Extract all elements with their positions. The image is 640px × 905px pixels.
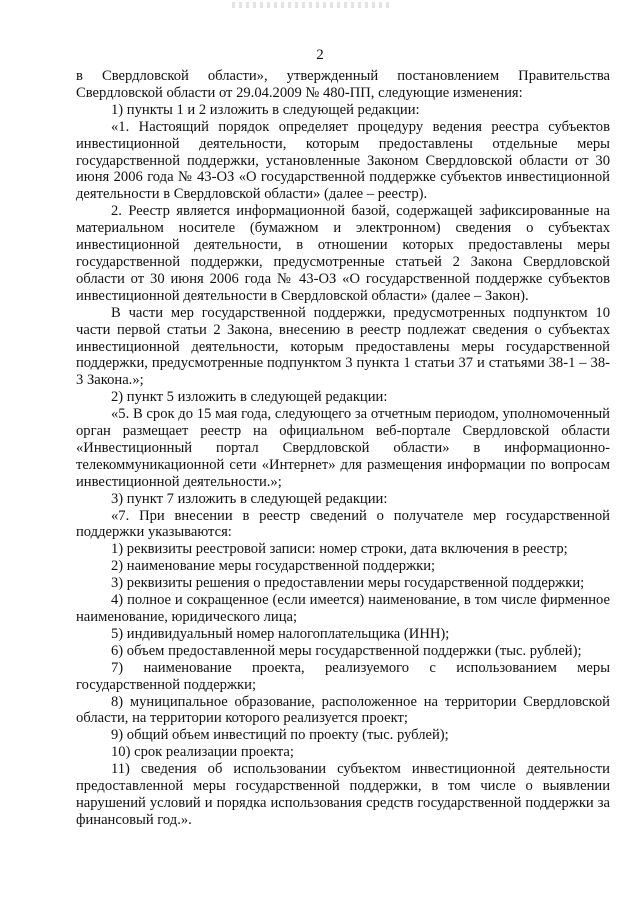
paragraph-item-2-heading: 2) пункт 5 изложить в следующей редакции: (111, 389, 388, 406)
paragraph-point-2: 2. Реестр является информационной базой, содержащей зафиксированные на материальном носителе (бумажном и электронном) сведения о субъектах инвестиционной деятельности, в отношении которых предоставлены меры государственной поддержки, предусмотренные статьей 2 Закона Свердловской области от 30 июня 2006 года № 43-ОЗ «О государственной поддержке субъектов инвестиционной деятельности в Свердловской области» (далее – Закон). (76, 203, 610, 304)
list-item: 3) реквизиты решения о предоставлении меры государственной поддержки; (111, 575, 585, 592)
paragraph-item-1-heading: 1) пункты 1 и 2 изложить в следующей редакции: (111, 101, 420, 118)
paragraph-point-5: «5. В срок до 15 мая года, следующего за отчетным периодом, уполномоченный орган размещает реестр на официальном веб-портале Свердловской области «Инвестиционный портал Свердловской области» в информационно-телекоммуникационной сети «Интернет» для размещения информации по вопросам инвестиционной деятельности.»; (76, 406, 610, 490)
list-item: 6) объем предоставленной меры государственной поддержки (тыс. рублей); (111, 642, 582, 659)
list-item: 9) общий объем инвестиций по проекту (тыс. рублей); (111, 727, 449, 744)
list-item: 11) сведения об использовании субъектом инвестиционной деятельности предоставленной меры государственной поддержки, в том числе о выявлении нарушений условий и порядка использования средств государственной поддержки за финансовый год.». (76, 761, 610, 828)
list-item: 8) муниципальное образование, расположенное на территории Свердловской области, на территории которого реализуется проект; (76, 693, 610, 727)
scan-artifact (232, 2, 392, 8)
paragraph-intro: в Свердловской области», утвержденный постановлением Правительства Свердловской области от 29.04.2009 № 480-ПП, следующие изменения: (76, 68, 610, 101)
page-number: 2 (316, 47, 324, 63)
paragraph-item-3-heading: 3) пункт 7 изложить в следующей редакции: (111, 490, 388, 507)
list-item: 2) наименование меры государственной поддержки; (111, 558, 436, 575)
paragraph-point-7: «7. При внесении в реестр сведений о получателе мер государственной поддержки указываются: (76, 507, 610, 541)
list-item: 7) наименование проекта, реализуемого с использованием меры государственной поддержки; (76, 659, 610, 693)
paragraph-point-2-part: В части мер государственной поддержки, предусмотренных подпунктом 10 части первой статьи 2 Закона, внесению в реестр подлежат сведения о субъектах инвестиционной деятельности, которым предоставлены меры государственной поддержки, предусмотренные подпунктом 3 пункта 1 статьи 37 и статьями 38-1 – 38-3 Закона.»; (76, 304, 610, 389)
list-item: 4) полное и сокращенное (если имеется) наименование, в том числе фирменное наименование, юридического лица; (76, 592, 610, 625)
document-body (76, 68, 610, 829)
list-item: 10) срок реализации проекта; (111, 744, 294, 761)
list-item: 1) реквизиты реестровой записи: номер строки, дата включения в реестр; (111, 541, 568, 558)
paragraph-point-1: «1. Настоящий порядок определяет процедуру ведения реестра субъектов инвестиционной деятельности, которым предоставлены отдельные меры государственной поддержки, установленные Законом Свердловской области от 30 июня 2006 года № 43-ОЗ «О государственной поддержке субъектов инвестиционной деятельности в Свердловской области» (далее – реестр). (76, 118, 610, 203)
list-item: 5) индивидуальный номер налогоплательщика (ИНН); (111, 625, 450, 642)
